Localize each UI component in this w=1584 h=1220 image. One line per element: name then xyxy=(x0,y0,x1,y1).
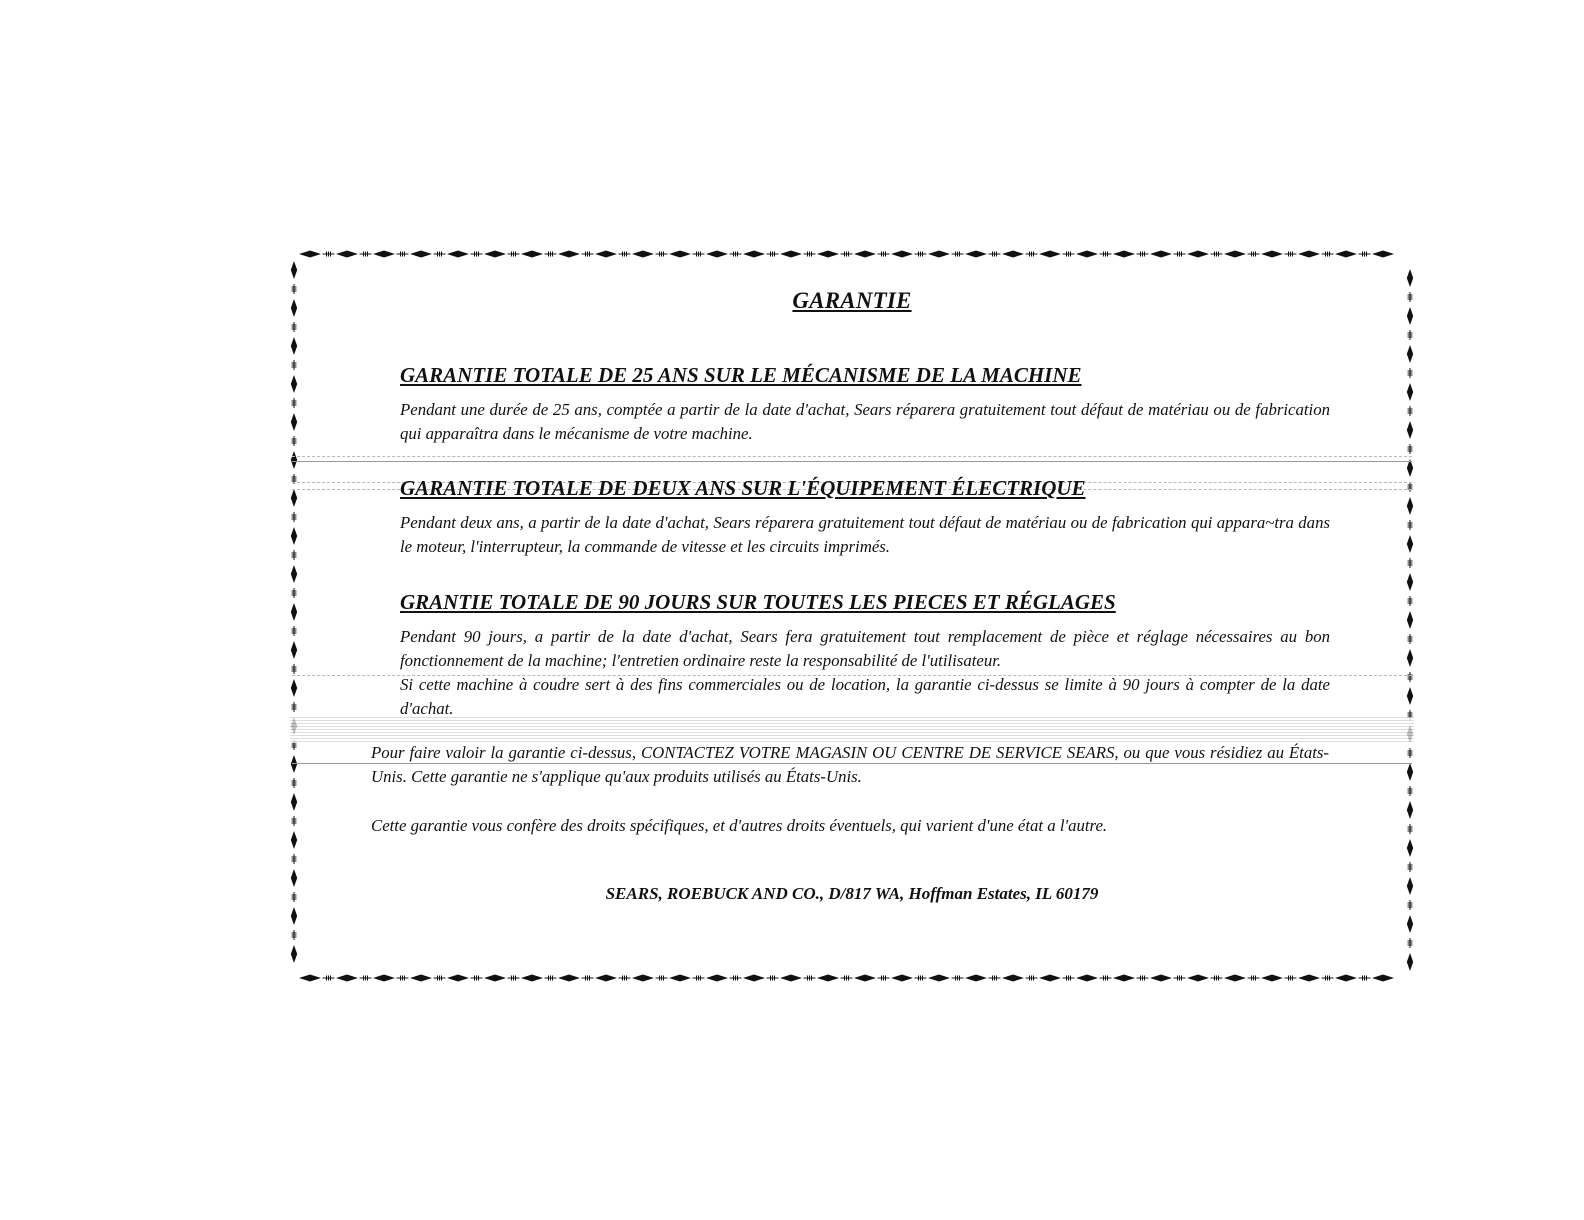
page-title: GARANTIE xyxy=(792,288,912,313)
rights-text: Cette garantie vous confère des droits spécifiques, et d'autres droits éventuels, qui varient d'une état a l'autre. xyxy=(371,816,1108,835)
section-text-25-years: Pendant une durée de 25 ans, comptée a partir de la date d'achat, Sears réparera gratuitement tout défaut de matériau ou de fabrication qui apparaîtra dans le mécanisme de votre machine. xyxy=(400,400,1330,443)
section-heading-electrical: GARANTIE TOTALE DE DEUX ANS SUR L'ÉQUIPEMENT ÉLECTRIQUE xyxy=(400,476,1086,500)
section-text-electrical: Pendant deux ans, a partir de la date d'achat, Sears réparera gratuitement tout défaut de matériau ou de fabrication qui appara~tra dans le moteur, l'interrupteur, la commande de vitesse et les circuits imprimés. xyxy=(400,513,1330,556)
company-address: SEARS, ROEBUCK AND CO., D/817 WA, Hoffman Estates, IL 60179 xyxy=(605,884,1099,903)
section-heading-25-years: GARANTIE TOTALE DE 25 ANS SUR LE MÉCANISME DE LA MACHINE xyxy=(400,363,1082,387)
section-text-commercial-use: Si cette machine à coudre sert à des fins commerciales ou de location, la garantie ci-dessus se limite à 90 jours à compter de la date d'achat. xyxy=(400,675,1330,718)
section-heading-90-days: GRANTIE TOTALE DE 90 JOURS SUR TOUTES LES PIECES ET RÉGLAGES xyxy=(400,590,1116,614)
section-text-90-days: Pendant 90 jours, a partir de la date d'achat, Sears fera gratuitement tout remplacement de pièce et réglage nécessaires au bon fonctionnement de la machine; l'entretien ordinaire reste la responsabilité de l'utilisateur. xyxy=(400,627,1330,670)
contact-text: Pour faire valoir la garantie ci-dessus, CONTACTEZ VOTRE MAGASIN OU CENTRE DE SERVICE SEARS, ou que vous résidiez au États-Unis. Cette garantie ne s'applique qu'aux produits utilisés au États-Unis. xyxy=(371,743,1329,786)
warranty-document xyxy=(292,248,1412,984)
